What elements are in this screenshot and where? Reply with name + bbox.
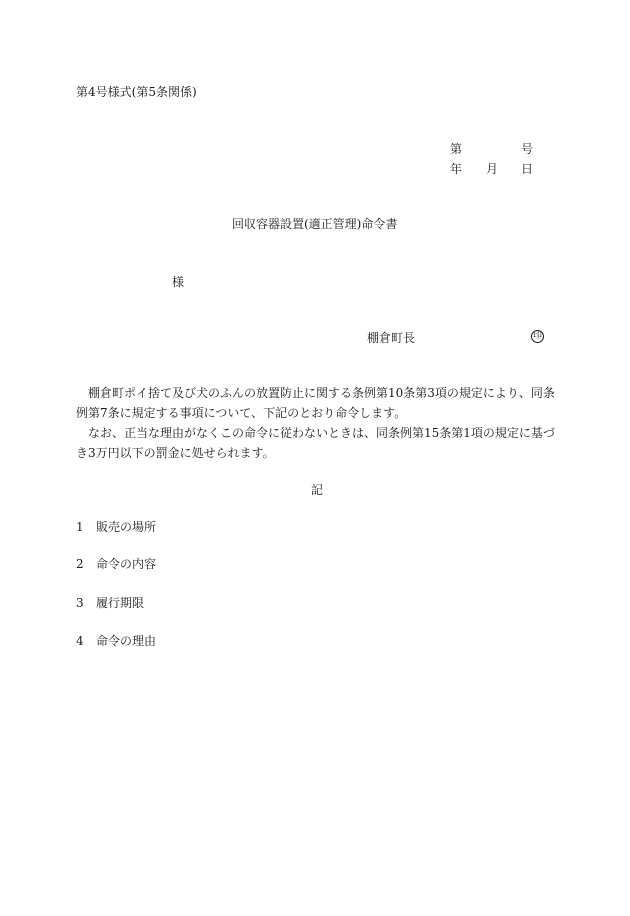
seal-char: 印	[532, 331, 542, 341]
body-paragraph-2: なお、正当な理由がなくこの命令に従わないときは、同条例第15条第1項の規定に基づき3万円以下の罰金に処せられます。	[76, 426, 555, 460]
item-number: 2	[76, 557, 84, 571]
body-paragraph-1: 棚倉町ポイ捨て及び犬のふんの放置防止に関する条例第10条第3項の規定により、同条例第7条に規定する事項について、下記のとおり命令します。	[76, 386, 555, 420]
date-day: 日	[521, 162, 534, 176]
item-number: 4	[76, 634, 84, 648]
date-year: 年	[450, 162, 463, 176]
seal-icon	[531, 330, 544, 343]
date-month: 月	[486, 162, 499, 176]
ki-heading: 記	[311, 483, 324, 497]
list-item	[76, 597, 144, 609]
issuer-name: 棚倉町長	[367, 331, 416, 345]
list-item	[76, 635, 156, 647]
document-title: 回収容器設置(適正管理)命令書	[232, 217, 398, 231]
list-item	[76, 521, 156, 533]
document-number-prefix: 第	[450, 142, 463, 156]
form-label: 第4号様式(第5条関係)	[76, 85, 197, 99]
item-number: 1	[76, 520, 84, 534]
document-number-suffix: 号	[521, 142, 534, 156]
item-label: 販売の場所	[96, 520, 157, 534]
item-number: 3	[76, 596, 84, 610]
item-label: 命令の内容	[96, 557, 157, 571]
item-label: 命令の理由	[96, 634, 157, 648]
list-item	[76, 558, 156, 570]
addressee-suffix: 様	[172, 275, 185, 289]
item-label: 履行期限	[96, 596, 145, 610]
